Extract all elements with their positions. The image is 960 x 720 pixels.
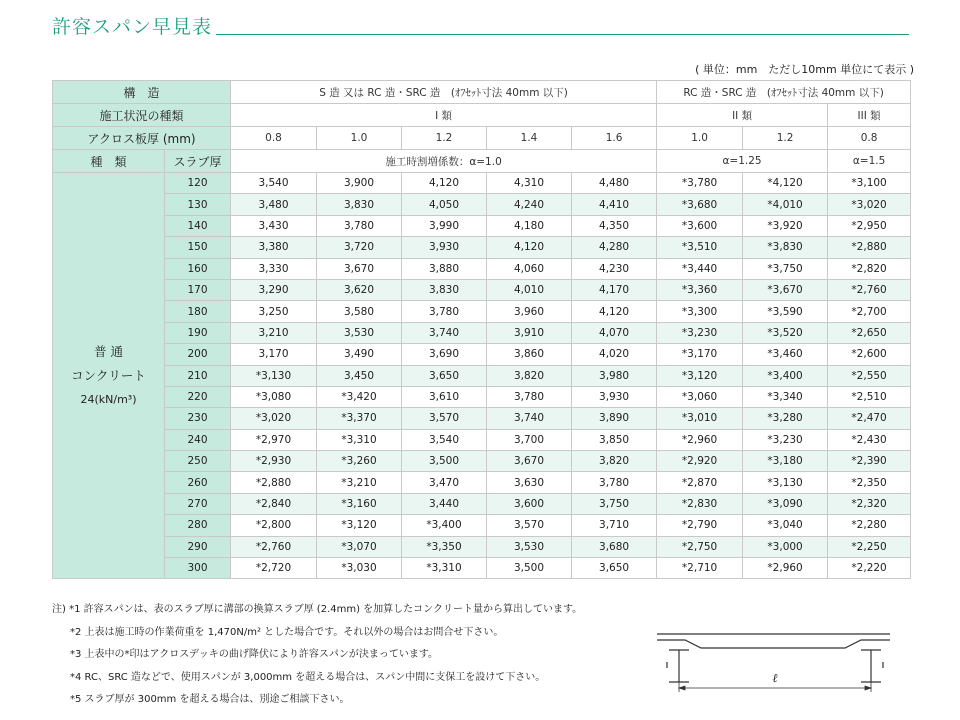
- span-value-cell: *3,350: [402, 536, 487, 557]
- span-value-cell: *3,230: [743, 429, 828, 450]
- table-row: [53, 536, 911, 557]
- span-value-cell: 3,290: [231, 279, 317, 300]
- span-value-cell: 3,880: [402, 258, 487, 279]
- span-value-cell: 3,500: [487, 558, 572, 579]
- thickness-value: 0.8: [231, 127, 317, 150]
- span-value-cell: 3,850: [572, 429, 657, 450]
- span-value-cell: *2,650: [828, 322, 911, 343]
- table-row: [53, 472, 911, 493]
- span-value-cell: *2,760: [231, 536, 317, 557]
- condition-label: 施工状況の種類: [53, 104, 231, 127]
- span-value-cell: *3,170: [657, 344, 743, 365]
- slab-thickness-cell: 210: [165, 365, 231, 386]
- structure-group-rc-src: RC 造・SRC 造 (ｵﾌｾｯﾄ寸法 40mm 以下): [657, 81, 911, 104]
- slab-thickness-cell: 230: [165, 408, 231, 429]
- span-value-cell: *3,310: [317, 429, 402, 450]
- span-value-cell: *3,020: [231, 408, 317, 429]
- slab-thickness-cell: 240: [165, 429, 231, 450]
- table-row: [53, 258, 911, 279]
- concrete-type-line3: 24(kN/m³): [80, 392, 137, 406]
- span-value-cell: 3,250: [231, 301, 317, 322]
- span-value-cell: *3,780: [657, 173, 743, 194]
- span-value-cell: 4,240: [487, 194, 572, 215]
- span-value-cell: *3,040: [743, 515, 828, 536]
- span-value-cell: *3,020: [828, 194, 911, 215]
- span-value-cell: *3,670: [743, 279, 828, 300]
- slab-thickness-cell: 190: [165, 322, 231, 343]
- concrete-type-line2: コンクリート: [71, 367, 146, 383]
- page-title: 許容スパン早見表: [52, 16, 213, 38]
- span-value-cell: *4,120: [743, 173, 828, 194]
- span-value-cell: *3,600: [657, 215, 743, 236]
- thickness-label: アクロス板厚 (mm): [53, 127, 231, 150]
- span-value-cell: 3,530: [317, 322, 402, 343]
- span-value-cell: 3,910: [487, 322, 572, 343]
- span-value-cell: 4,060: [487, 258, 572, 279]
- span-value-cell: *3,310: [402, 558, 487, 579]
- span-value-cell: 3,630: [487, 472, 572, 493]
- span-value-cell: 3,830: [317, 194, 402, 215]
- table-row: [53, 558, 911, 579]
- span-value-cell: 3,780: [317, 215, 402, 236]
- slab-thickness-cell: 160: [165, 258, 231, 279]
- span-value-cell: *3,000: [743, 536, 828, 557]
- span-value-cell: *3,210: [317, 472, 402, 493]
- span-value-cell: 3,570: [402, 408, 487, 429]
- span-value-cell: *2,710: [657, 558, 743, 579]
- span-value-cell: 3,750: [572, 493, 657, 514]
- slab-thickness-cell: 150: [165, 237, 231, 258]
- table-row: [53, 215, 911, 236]
- slab-thickness-cell: 290: [165, 536, 231, 557]
- span-value-cell: *3,920: [743, 215, 828, 236]
- note-1: 注) *1 許容スパンは、表のスラブ厚に溝部の換算スラブ厚 (2.4mm) を加算したコンクリート量から算出しています。: [52, 604, 583, 615]
- thickness-header-row: [53, 127, 911, 150]
- span-value-cell: *3,440: [657, 258, 743, 279]
- span-value-cell: 3,740: [487, 408, 572, 429]
- span-value-cell: 3,580: [317, 301, 402, 322]
- span-value-cell: 3,430: [231, 215, 317, 236]
- slab-thickness-cell: 220: [165, 386, 231, 407]
- span-value-cell: *2,960: [743, 558, 828, 579]
- deck-span-diagram: [655, 620, 905, 700]
- allowable-span-table: [52, 80, 911, 579]
- slab-thickness-label: スラブ厚: [165, 150, 231, 173]
- span-value-cell: 3,450: [317, 365, 402, 386]
- span-value-cell: 3,720: [317, 237, 402, 258]
- span-value-cell: *2,700: [828, 301, 911, 322]
- notes: [52, 602, 582, 715]
- span-value-cell: 3,500: [402, 451, 487, 472]
- span-value-cell: *3,100: [828, 173, 911, 194]
- span-value-cell: *3,130: [743, 472, 828, 493]
- span-value-cell: 3,930: [572, 386, 657, 407]
- span-value-cell: 4,010: [487, 279, 572, 300]
- span-value-cell: *2,840: [231, 493, 317, 514]
- span-value-cell: *3,230: [657, 322, 743, 343]
- span-value-cell: *2,550: [828, 365, 911, 386]
- thickness-value: 1.6: [572, 127, 657, 150]
- condition-type-3: III 類: [828, 104, 911, 127]
- span-value-cell: 3,540: [231, 173, 317, 194]
- span-value-cell: *3,060: [657, 386, 743, 407]
- span-value-cell: 3,670: [317, 258, 402, 279]
- slab-thickness-cell: 300: [165, 558, 231, 579]
- span-value-cell: 3,740: [402, 322, 487, 343]
- thickness-value: 1.4: [487, 127, 572, 150]
- span-value-cell: 3,570: [487, 515, 572, 536]
- span-value-cell: *3,400: [402, 515, 487, 536]
- span-value-cell: 3,380: [231, 237, 317, 258]
- concrete-type-label: [53, 173, 165, 579]
- span-value-cell: 3,820: [487, 365, 572, 386]
- span-value-cell: *2,350: [828, 472, 911, 493]
- span-value-cell: 4,480: [572, 173, 657, 194]
- span-value-cell: 3,820: [572, 451, 657, 472]
- condition-type-1: I 類: [231, 104, 657, 127]
- span-value-cell: *3,300: [657, 301, 743, 322]
- span-value-cell: *3,400: [743, 365, 828, 386]
- span-value-cell: *2,790: [657, 515, 743, 536]
- slab-thickness-cell: 200: [165, 344, 231, 365]
- span-value-cell: 3,330: [231, 258, 317, 279]
- span-value-cell: *3,420: [317, 386, 402, 407]
- span-value-cell: *3,510: [657, 237, 743, 258]
- span-value-cell: 3,610: [402, 386, 487, 407]
- span-value-cell: *3,680: [657, 194, 743, 215]
- span-value-cell: 3,530: [487, 536, 572, 557]
- span-value-cell: 4,280: [572, 237, 657, 258]
- slab-thickness-cell: 170: [165, 279, 231, 300]
- span-value-cell: 3,990: [402, 215, 487, 236]
- table-row: [53, 173, 911, 194]
- thickness-value: 1.0: [657, 127, 743, 150]
- span-value-cell: *3,120: [657, 365, 743, 386]
- span-value-cell: 3,980: [572, 365, 657, 386]
- span-value-cell: *3,280: [743, 408, 828, 429]
- span-value-cell: 3,900: [317, 173, 402, 194]
- span-value-cell: *3,520: [743, 322, 828, 343]
- coefficient-group-2: α=1.25: [657, 150, 828, 173]
- span-value-cell: 3,650: [402, 365, 487, 386]
- span-value-cell: *2,760: [828, 279, 911, 300]
- kind-label: 種 類: [53, 150, 165, 173]
- slab-thickness-cell: 250: [165, 451, 231, 472]
- span-value-cell: 3,470: [402, 472, 487, 493]
- thickness-value: 0.8: [828, 127, 911, 150]
- table-row: [53, 279, 911, 300]
- span-label: ℓ: [772, 671, 778, 685]
- span-value-cell: *2,720: [231, 558, 317, 579]
- span-value-cell: *2,390: [828, 451, 911, 472]
- coefficient-header-row: [53, 150, 911, 173]
- slab-thickness-cell: 140: [165, 215, 231, 236]
- note-5: *5 スラブ厚が 300mm を超える場合は、別途ご相談下さい。: [70, 694, 350, 705]
- span-value-cell: *3,070: [317, 536, 402, 557]
- span-value-cell: 4,120: [572, 301, 657, 322]
- table-row: [53, 429, 911, 450]
- span-value-cell: 4,410: [572, 194, 657, 215]
- span-value-cell: *4,010: [743, 194, 828, 215]
- note-2: *2 上表は施工時の作業荷重を 1,470N/m² とした場合です。それ以外の場合はお問合せ下さい。: [70, 626, 504, 638]
- span-value-cell: 3,930: [402, 237, 487, 258]
- unit-note: ( 単位：mm ただし10mm 単位にて表示 ): [695, 63, 914, 76]
- span-value-cell: 4,230: [572, 258, 657, 279]
- span-value-cell: *3,590: [743, 301, 828, 322]
- span-value-cell: 3,440: [402, 493, 487, 514]
- span-value-cell: *3,360: [657, 279, 743, 300]
- span-value-cell: 4,310: [487, 173, 572, 194]
- table-row: [53, 344, 911, 365]
- span-value-cell: *3,120: [317, 515, 402, 536]
- slab-thickness-cell: 120: [165, 173, 231, 194]
- span-value-cell: 3,650: [572, 558, 657, 579]
- span-value-cell: *2,870: [657, 472, 743, 493]
- span-value-cell: *2,800: [231, 515, 317, 536]
- span-value-cell: 3,780: [487, 386, 572, 407]
- span-value-cell: 4,350: [572, 215, 657, 236]
- span-value-cell: 3,960: [487, 301, 572, 322]
- span-value-cell: 3,690: [402, 344, 487, 365]
- structure-label: 構 造: [53, 81, 231, 104]
- span-value-cell: *2,600: [828, 344, 911, 365]
- slab-thickness-cell: 180: [165, 301, 231, 322]
- span-value-cell: *2,430: [828, 429, 911, 450]
- span-value-cell: *2,470: [828, 408, 911, 429]
- span-value-cell: *3,130: [231, 365, 317, 386]
- coefficient-group-3: α=1.5: [828, 150, 911, 173]
- table-row: [53, 451, 911, 472]
- table-row: [53, 301, 911, 322]
- span-value-cell: *2,830: [657, 493, 743, 514]
- span-value-cell: *3,370: [317, 408, 402, 429]
- slab-thickness-cell: 280: [165, 515, 231, 536]
- span-value-cell: 3,210: [231, 322, 317, 343]
- span-value-cell: 4,070: [572, 322, 657, 343]
- span-value-cell: *3,010: [657, 408, 743, 429]
- table-row: [53, 194, 911, 215]
- span-value-cell: *3,830: [743, 237, 828, 258]
- condition-header-row: [53, 104, 911, 127]
- span-value-cell: *2,510: [828, 386, 911, 407]
- span-value-cell: *3,340: [743, 386, 828, 407]
- span-value-cell: 3,700: [487, 429, 572, 450]
- span-value-cell: *3,180: [743, 451, 828, 472]
- span-value-cell: *2,880: [828, 237, 911, 258]
- span-value-cell: 3,680: [572, 536, 657, 557]
- span-value-cell: *3,460: [743, 344, 828, 365]
- span-value-cell: 3,620: [317, 279, 402, 300]
- span-value-cell: *2,280: [828, 515, 911, 536]
- span-value-cell: 4,170: [572, 279, 657, 300]
- span-value-cell: *3,260: [317, 451, 402, 472]
- span-value-cell: 3,540: [402, 429, 487, 450]
- span-value-cell: *2,930: [231, 451, 317, 472]
- span-value-cell: *2,320: [828, 493, 911, 514]
- span-value-cell: *3,030: [317, 558, 402, 579]
- span-value-cell: *2,970: [231, 429, 317, 450]
- span-value-cell: *2,920: [657, 451, 743, 472]
- span-value-cell: *2,950: [828, 215, 911, 236]
- span-value-cell: 3,480: [231, 194, 317, 215]
- span-value-cell: *2,960: [657, 429, 743, 450]
- slab-thickness-cell: 130: [165, 194, 231, 215]
- thickness-value: 1.0: [317, 127, 402, 150]
- table-row: [53, 408, 911, 429]
- span-value-cell: 4,120: [402, 173, 487, 194]
- span-value-cell: 4,020: [572, 344, 657, 365]
- table-row: [53, 322, 911, 343]
- title-rule: [216, 34, 909, 35]
- span-value-cell: 3,780: [572, 472, 657, 493]
- thickness-value: 1.2: [402, 127, 487, 150]
- slab-thickness-cell: 270: [165, 493, 231, 514]
- span-value-cell: 3,490: [317, 344, 402, 365]
- span-value-cell: 3,890: [572, 408, 657, 429]
- span-value-cell: 3,670: [487, 451, 572, 472]
- structure-group-s-rc: S 造 又は RC 造・SRC 造 (ｵﾌｾｯﾄ寸法 40mm 以下): [231, 81, 657, 104]
- span-value-cell: *2,880: [231, 472, 317, 493]
- table-row: [53, 386, 911, 407]
- span-value-cell: *3,090: [743, 493, 828, 514]
- table-row: [53, 237, 911, 258]
- table-row: [53, 365, 911, 386]
- slab-thickness-cell: 260: [165, 472, 231, 493]
- table-row: [53, 515, 911, 536]
- table-row: [53, 493, 911, 514]
- span-value-cell: *2,250: [828, 536, 911, 557]
- span-value-cell: *2,820: [828, 258, 911, 279]
- span-value-cell: 3,600: [487, 493, 572, 514]
- span-value-cell: *3,080: [231, 386, 317, 407]
- condition-type-2: II 類: [657, 104, 828, 127]
- thickness-value: 1.2: [743, 127, 828, 150]
- span-value-cell: 3,780: [402, 301, 487, 322]
- structure-header-row: [53, 81, 911, 104]
- span-value-cell: 3,860: [487, 344, 572, 365]
- note-4: *4 RC、SRC 造などで、使用スパンが 3,000mm を超える場合は、スパン中間に支保工を設けて下さい。: [70, 671, 546, 683]
- concrete-type-line1: 普 通: [94, 343, 123, 359]
- coefficient-group-1: 施工時割増係数：α=1.0: [231, 150, 657, 173]
- span-value-cell: 3,710: [572, 515, 657, 536]
- span-value-cell: 4,120: [487, 237, 572, 258]
- span-value-cell: 3,830: [402, 279, 487, 300]
- note-3: *3 上表中の*印はアクロスデッキの曲げ降伏により許容スパンが決まっています。: [70, 649, 439, 660]
- span-value-cell: 4,050: [402, 194, 487, 215]
- span-value-cell: *2,220: [828, 558, 911, 579]
- span-value-cell: *3,160: [317, 493, 402, 514]
- span-value-cell: *2,750: [657, 536, 743, 557]
- span-value-cell: *3,750: [743, 258, 828, 279]
- span-value-cell: 4,180: [487, 215, 572, 236]
- span-value-cell: 3,170: [231, 344, 317, 365]
